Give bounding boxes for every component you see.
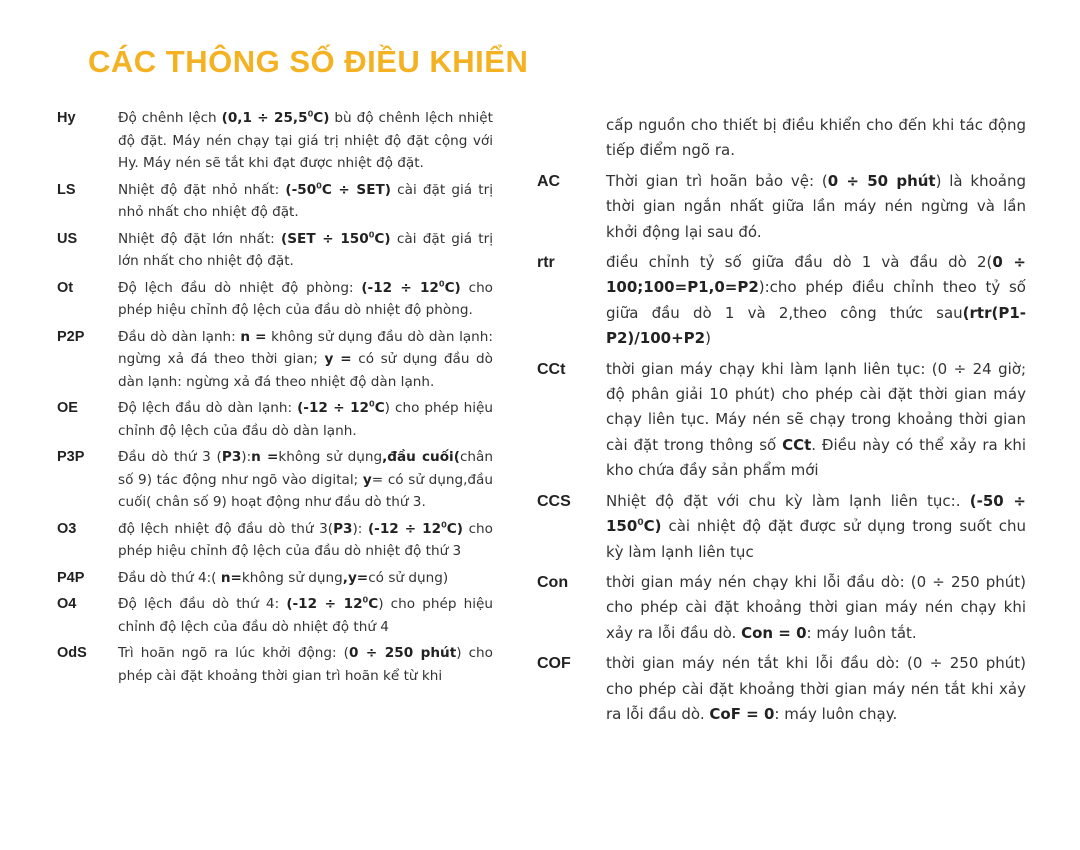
text: chân số 9) tác động như ngõ vào digital; xyxy=(118,449,493,488)
bold-text: C) xyxy=(374,230,391,247)
parameter-description xyxy=(606,357,1026,484)
text: ) là khoảng thời gian ngắn nhất giữa lần máy nén ngừng và lần khởi động lại sau đó. xyxy=(606,171,1027,241)
text: ) cho phép cài đặt khoảng thời gian trì hoãn kể từ khi xyxy=(118,645,493,684)
text: : máy luôn tắt. xyxy=(806,623,917,642)
bold-text: y = xyxy=(324,351,352,367)
degree-superscript: 0 xyxy=(307,108,314,119)
parameter-code: Con xyxy=(537,573,569,591)
parameter-code: AC xyxy=(537,172,561,190)
bold-text: C) xyxy=(444,279,461,296)
parameter-entry xyxy=(57,397,493,442)
parameter-code: US xyxy=(57,230,78,247)
parameter-description xyxy=(118,518,493,563)
parameter-entry xyxy=(57,642,493,687)
parameter-code: Ot xyxy=(57,279,74,296)
bold-text: n= xyxy=(220,569,242,586)
parameter-description xyxy=(118,642,493,687)
bold-text: P3 xyxy=(333,520,353,537)
text: Độ lệch đầu dò dàn lạnh: xyxy=(118,400,298,416)
degree-superscript: 0 xyxy=(368,228,375,239)
text: cài đặt giá trị nhỏ nhất cho nhiệt độ đặt. xyxy=(118,181,493,220)
parameter-description xyxy=(118,567,493,590)
text: Thời gian trì hoãn bảo vệ: ( xyxy=(606,171,828,190)
text: = có sử dụng,đầu cuối( chân số 9) hoạt động như đầu dò thứ 3. xyxy=(118,471,494,510)
bold-text: CoF = 0 xyxy=(709,704,775,723)
text: Đầu dò thứ 4:( xyxy=(118,569,221,586)
bold-text: (-12 ÷ 12 xyxy=(297,400,369,416)
parameter-description xyxy=(606,651,1026,727)
text: ): xyxy=(241,449,252,465)
text: thời gian máy nén chạy khi lỗi đầu dò: (0 ÷ 250 phút) cho phép cài đặt khoảng thời gian máy nén chạy khi xảy ra lỗi đầu dò. xyxy=(606,572,1026,642)
degree-superscript: 0 xyxy=(362,594,369,605)
parameter-entry xyxy=(537,651,1026,727)
text: điều chỉnh tỷ số giữa đầu dò 1 và đầu dò 2( xyxy=(606,253,993,272)
bold-text: y xyxy=(362,471,372,488)
parameter-code: O4 xyxy=(57,596,77,612)
degree-superscript: 0 xyxy=(438,277,445,288)
degree-superscript: 0 xyxy=(369,398,375,409)
text: ): xyxy=(352,520,368,537)
parameter-entry xyxy=(537,489,1026,565)
continued-text: cấp nguồn cho thiết bị điều khiển cho đến khi tác động tiếp điểm ngõ ra. xyxy=(606,116,1026,160)
parameter-description xyxy=(118,446,493,514)
parameter-code: OE xyxy=(57,400,78,416)
bold-text: (-12 ÷ 12 xyxy=(367,520,442,537)
text: thời gian máy nén tắt khi lỗi đầu dò: (0 ÷ 250 phút) cho phép cài đặt khoảng thời gian máy nén tắt khi xảy ra lỗi đầu dò. xyxy=(606,654,1026,723)
parameter-entry xyxy=(537,357,1026,484)
text: cho phép hiệu chỉnh độ lệch của đầu dò nhiệt độ phòng. xyxy=(118,279,494,318)
bold-text: ,đầu cuối( xyxy=(382,449,460,465)
parameter-code: Hy xyxy=(57,110,76,126)
parameter-code: P3P xyxy=(57,449,85,465)
parameter-entry xyxy=(57,107,493,175)
text: có sử dụng) xyxy=(368,569,449,586)
degree-superscript: 0 xyxy=(441,518,447,529)
parameter-entry xyxy=(57,228,493,273)
text: Độ lệch đầu dò nhiệt độ phòng: xyxy=(118,279,362,296)
parameter-description xyxy=(118,397,493,442)
bold-text: 0 ÷ 100;100=P1,0=P2 xyxy=(606,253,1027,297)
parameter-description xyxy=(606,570,1026,646)
text: : máy luôn chạy. xyxy=(774,704,898,723)
bold-text: (SET ÷ 150 xyxy=(281,230,369,247)
bold-text: C xyxy=(374,400,385,416)
text: không sử dụng đầu dò dàn lạnh: ngừng xả đá theo thời gian; xyxy=(118,328,493,367)
right-column xyxy=(537,113,1026,732)
bold-text: (-50 xyxy=(285,181,317,198)
text: ):cho phép điều chỉnh theo tỷ số giữa đầu dò 1 và 2,theo công thức sau xyxy=(606,278,1026,322)
bold-text: C) xyxy=(446,520,463,537)
parameter-entry xyxy=(57,518,493,563)
text: độ lệch nhiệt độ đầu dò thứ 3( xyxy=(118,520,334,537)
parameter-entry xyxy=(57,567,493,590)
text: Độ lệch đầu dò thứ 4: xyxy=(118,596,287,612)
parameter-code: rtr xyxy=(537,254,555,272)
degree-superscript: 0 xyxy=(316,179,322,190)
text: cho phép hiệu chỉnh độ lệch của đầu dò nhiệt độ thứ 3 xyxy=(118,520,493,559)
bold-text: (-50 ÷ 150 xyxy=(606,491,1026,536)
parameter-description xyxy=(118,179,493,224)
parameter-code: CCt xyxy=(537,360,566,378)
bold-text: C) xyxy=(643,517,662,536)
bold-text: (-12 ÷ 12 xyxy=(361,279,439,296)
parameter-entry xyxy=(537,250,1026,352)
bold-text: (0,1 ÷ 25,5 xyxy=(221,110,308,126)
text: . Điều này có thể xảy ra khi kho chứa đầy sản phẩm mới xyxy=(606,435,1026,480)
parameter-entry xyxy=(57,446,493,514)
degree-superscript: 0 xyxy=(637,518,644,529)
parameter-description xyxy=(118,593,493,638)
text: có sử dụng đầu dò dàn lạnh: ngừng xả đá theo nhiệt độ dàn lạnh. xyxy=(118,351,493,390)
parameter-entry xyxy=(537,570,1026,646)
text: thời gian máy chạy khi làm lạnh liên tục: (0 ÷ 24 giờ; độ phân giải 10 phút) cho phép cài đặt thời gian máy chạy liên tục. Máy nén sẽ chạy trong khoảng thời gian cài đặt trong thông số xyxy=(606,359,1026,454)
bold-text: n = xyxy=(240,328,267,345)
bold-text: CCt xyxy=(782,435,812,454)
parameter-description xyxy=(606,169,1026,245)
parameter-code: COF xyxy=(537,655,571,673)
text: ) cho phép hiệu chỉnh độ lệch của đầu dò nhiệt độ thứ 4 xyxy=(118,596,494,635)
bold-text: P3 xyxy=(221,449,242,465)
parameter-entry xyxy=(57,277,493,322)
parameter-code: O3 xyxy=(57,520,77,537)
bold-text: (-12 ÷ 12 xyxy=(286,596,363,612)
bold-text: C) xyxy=(313,110,330,126)
left-column xyxy=(57,107,493,691)
bold-text: C ÷ SET) xyxy=(321,181,391,198)
parameter-code: LS xyxy=(57,181,76,198)
bold-text: C xyxy=(368,596,379,612)
text: bù độ chênh lệch nhiệt độ đặt. Máy nén chạy tại giá trị nhiệt độ đặt cộng với Hy. Máy nén sẽ tắt khi đạt được nhiệt độ đặt. xyxy=(118,110,493,171)
bold-text: 0 ÷ 250 phút xyxy=(348,645,457,661)
parameter-code: OdS xyxy=(57,645,87,661)
text: Trì hoãn ngõ ra lúc khởi động: ( xyxy=(118,645,349,661)
text: cài nhiệt độ đặt được sử dụng trong suốt chu kỳ làm lạnh liên tục xyxy=(606,517,1026,561)
right-parameter-list xyxy=(537,169,1026,728)
parameter-description xyxy=(118,228,493,273)
parameter-code: P4P xyxy=(57,569,85,586)
text: Đầu dò thứ 3 ( xyxy=(118,449,222,465)
parameter-description xyxy=(606,250,1026,352)
text: cài đặt giá trị lớn nhất cho nhiệt độ đặt. xyxy=(118,230,494,269)
bold-text: Con = 0 xyxy=(741,623,807,642)
parameter-description xyxy=(118,277,493,322)
bold-text: (rtr(P1-P2)/100+P2 xyxy=(606,303,1026,348)
text: không sử dụng xyxy=(278,449,383,465)
bold-text: ,y= xyxy=(342,569,369,586)
bold-text: n = xyxy=(251,449,279,465)
text: Nhiệt độ đặt lớn nhất: xyxy=(118,230,282,247)
parameter-code: P2P xyxy=(57,328,85,345)
bold-text: 0 ÷ 50 phút xyxy=(827,171,936,190)
text: không sử dụng xyxy=(241,569,343,586)
parameter-entry xyxy=(57,179,493,224)
parameter-code: CCS xyxy=(537,492,571,510)
text: Độ chênh lệch xyxy=(118,110,222,126)
parameter-entry xyxy=(57,593,493,638)
text: ) xyxy=(705,329,711,348)
text: ) cho phép hiệu chỉnh độ lệch của đầu dò dàn lạnh. xyxy=(118,400,493,439)
text: Nhiệt độ đặt nhỏ nhất: xyxy=(118,181,286,198)
text: Đầu dò dàn lạnh: xyxy=(118,328,241,345)
parameter-entry xyxy=(57,326,493,394)
parameter-description xyxy=(606,489,1026,565)
parameter-entry xyxy=(537,169,1026,245)
parameter-description xyxy=(118,326,493,394)
text: Nhiệt độ đặt với chu kỳ làm lạnh liên tục:. xyxy=(606,491,970,510)
parameter-description xyxy=(118,107,493,175)
page-title: CÁC THÔNG SỐ ĐIỀU KHIỂN xyxy=(88,44,529,79)
